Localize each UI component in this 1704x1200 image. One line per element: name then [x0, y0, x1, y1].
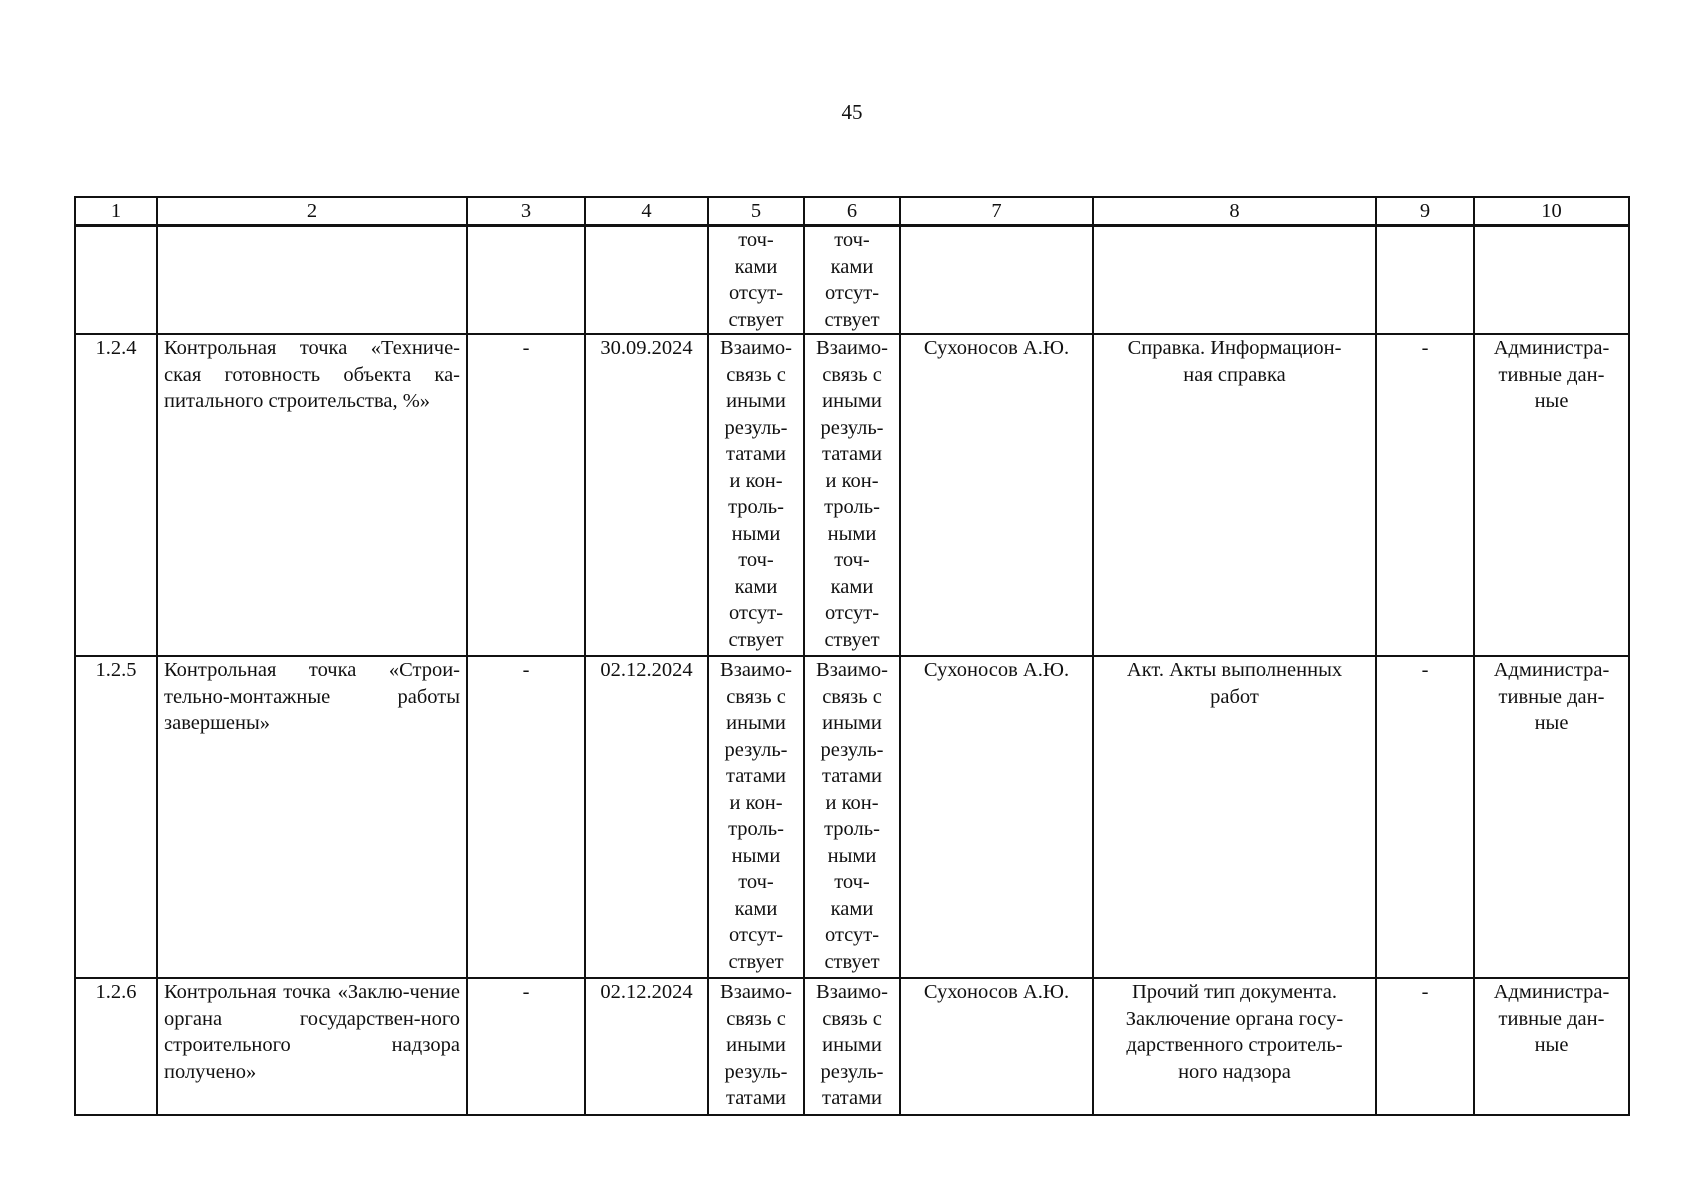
data-source: Администра- тивные дан- ные	[1493, 659, 1610, 734]
table-cell	[708, 226, 804, 335]
table-cell	[708, 334, 804, 656]
row-number: 1.2.6	[75, 978, 157, 1115]
table-cell	[900, 226, 1093, 335]
control-point-name: Контрольная точка «Строи-тельно-монтажные работы завершены»	[157, 656, 467, 978]
column-header: 7	[900, 197, 1093, 226]
table-cell: -	[1376, 978, 1474, 1115]
relation-text: Взаимо- связь с иными резуль- татами	[720, 981, 792, 1109]
relation-text: точ- ками отсут- ствует	[824, 229, 880, 331]
table-cell	[708, 978, 804, 1115]
row-number: 1.2.5	[75, 656, 157, 978]
table-cell	[1093, 978, 1376, 1115]
table-cell	[1474, 656, 1629, 978]
document-type: Прочий тип документа. Заключение органа госу- дарственного строитель- ного надзора	[1125, 981, 1344, 1083]
table-cell: -	[467, 978, 585, 1115]
column-header: 2	[157, 197, 467, 226]
table-row	[75, 334, 1629, 656]
table-cell	[1093, 334, 1376, 656]
column-header: 8	[1093, 197, 1376, 226]
table-cell	[804, 978, 900, 1115]
column-header: 6	[804, 197, 900, 226]
column-header: 1	[75, 197, 157, 226]
responsible-person: Сухоносов А.Ю.	[900, 656, 1093, 978]
table-cell: -	[467, 656, 585, 978]
control-point-name: Контрольная точка «Техниче-ская готовность объекта ка-питального строительства, %»	[157, 334, 467, 656]
column-header: 4	[585, 197, 708, 226]
table-cell	[75, 226, 157, 335]
column-header: 9	[1376, 197, 1474, 226]
deadline-date: 02.12.2024	[585, 656, 708, 978]
table-cell	[467, 226, 585, 335]
row-number: 1.2.4	[75, 334, 157, 656]
table-row-continuation	[75, 226, 1629, 335]
control-points-table	[74, 196, 1630, 1116]
table-cell	[1093, 656, 1376, 978]
document-type: Акт. Акты выполненных работ	[1126, 659, 1343, 708]
data-source: Администра- тивные дан- ные	[1493, 981, 1610, 1056]
table-cell	[804, 334, 900, 656]
column-header: 3	[467, 197, 585, 226]
deadline-date: 30.09.2024	[585, 334, 708, 656]
relation-text: Взаимо- связь с иными резуль- татами и кон- троль- ными точ- ками отсут- ствует	[816, 659, 888, 973]
table-cell	[804, 656, 900, 978]
table-cell	[1474, 978, 1629, 1115]
document-type: Справка. Информацион- ная справка	[1127, 337, 1342, 386]
data-source: Администра- тивные дан- ные	[1493, 337, 1610, 412]
table-cell	[1474, 226, 1629, 335]
table-cell	[157, 226, 467, 335]
table-row	[75, 978, 1629, 1115]
table-cell	[1093, 226, 1376, 335]
table-cell	[708, 656, 804, 978]
table-cell: -	[467, 334, 585, 656]
page-number: 45	[841, 100, 863, 124]
deadline-date: 02.12.2024	[585, 978, 708, 1115]
relation-text: Взаимо- связь с иными резуль- татами и кон- троль- ными точ- ками отсут- ствует	[720, 659, 792, 973]
table-cell	[1474, 334, 1629, 656]
responsible-person: Сухоносов А.Ю.	[900, 334, 1093, 656]
table-cell	[804, 226, 900, 335]
table-header-row	[75, 197, 1629, 226]
table-cell	[1376, 226, 1474, 335]
column-header: 10	[1474, 197, 1629, 226]
control-point-name: Контрольная точка «Заклю-чение органа государствен-ного строительного надзора получено»	[157, 978, 467, 1115]
relation-text: Взаимо- связь с иными резуль- татами и кон- троль- ными точ- ками отсут- ствует	[816, 337, 888, 651]
column-header: 5	[708, 197, 804, 226]
table-row	[75, 656, 1629, 978]
relation-text: Взаимо- связь с иными резуль- татами	[816, 981, 888, 1109]
table-cell: -	[1376, 656, 1474, 978]
table-cell	[585, 226, 708, 335]
relation-text: точ- ками отсут- ствует	[728, 229, 784, 331]
relation-text: Взаимо- связь с иными резуль- татами и кон- троль- ными точ- ками отсут- ствует	[720, 337, 792, 651]
responsible-person: Сухоносов А.Ю.	[900, 978, 1093, 1115]
table-cell: -	[1376, 334, 1474, 656]
